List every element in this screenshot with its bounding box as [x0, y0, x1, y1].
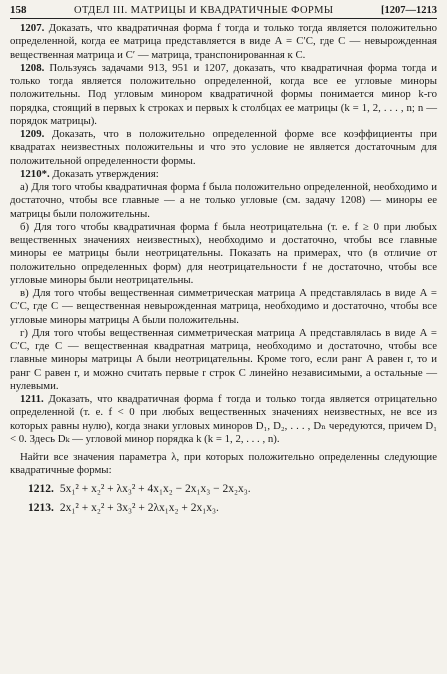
statement-c [10, 287, 437, 327]
problem-number: 1207. [20, 22, 45, 34]
instructions-paragraph [10, 451, 437, 478]
problem-1212 [28, 481, 437, 497]
running-header [10, 4, 437, 19]
problem-range: [1207—1213 [380, 5, 437, 16]
problem-text: Доказать, что квадратичная форма f тогда и только тогда является положительно определенной, когда ее матрица представляется в виде A = C′C, где C — невырожденная вещественная матрица и C′ — матрица, транспонированная к C. [10, 22, 437, 61]
problem-1209 [10, 128, 437, 168]
problem-number: 1213. [28, 501, 54, 514]
problem-number: 1210*. [20, 167, 50, 180]
problem-1207 [10, 22, 437, 62]
formula-expression: 2x₁² + x₂² + 3x₃² + 2λx₁x₂ + 2x₁x₃. [59, 501, 219, 514]
problem-number: 1209. [20, 128, 45, 140]
statement-a [10, 181, 437, 221]
statement-text: в) Для того чтобы вещественная симметрическая матрица A представлялась в виде A = C′C, где C — вещественная невырожденная матрица, необходимо и достаточно, чтобы все угловые миноры матрицы A были положительны. [10, 287, 437, 326]
problem-text: Доказать, что квадратичная форма f тогда и только тогда является отрицательно определенной (т. е. f < 0 при любых вещественных значениях неизвестных, не все из которых равны нулю), когда знаки угловых миноров D₁, D₂, . . . , Dₙ чередуются, причем D₁ < 0. Здесь Dₖ — угловой минор порядка k (k = 1, 2, . . . , n). [10, 393, 437, 445]
formula-expression: 5x₁² + x₂² + λx₃² + 4x₁x₂ − 2x₁x₃ − 2x₂x₃. [59, 482, 251, 495]
problem-1213 [28, 500, 437, 516]
problem-text: Пользуясь задачами 913, 951 и 1207, доказать, что квадратичная форма тогда и только тогда является положительно определенной, когда все ее угловые миноры положительны. Под угловым минором квадратичной формы понимается минор k-го порядка, стоящий в первых k строках и первых k столбцах ее матрицы (k = 1, 2, . . . , n; n — порядок матрицы). [10, 61, 437, 127]
statement-d [10, 327, 437, 393]
instructions-text: Найти все значения параметра λ, при которых положительно определенны следующие квадратичные формы: [10, 451, 437, 477]
problem-text: Доказать утверждения: [52, 167, 159, 180]
statement-text: а) Для того чтобы квадратичная форма f была положительно определенной, необходимо и достаточно, чтобы все главные — а не только угловые (см. задачу 1208) — миноры ее матрицы были положительны. [10, 181, 437, 220]
problem-number: 1211. [20, 393, 44, 405]
statement-text: б) Для того чтобы квадратичная форма f была неотрицательна (т. е. f ≥ 0 при любых вещественных значениях неизвестных), необходимо и достаточно, чтобы все главные миноры ее матрицы были неотрицательны. Показать на примерах, что (в отличие от положительно определенных форм) для неотрицательности f не достаточно, чтобы все угловые миноры были неотрицательны. [10, 220, 437, 286]
section-title: ОТДЕЛ III. МАТРИЦЫ И КВАДРАТИЧНЫЕ ФОРМЫ [74, 5, 334, 16]
problem-number: 1208. [20, 61, 45, 74]
problem-1211 [10, 393, 437, 446]
statement-b [10, 221, 437, 287]
problem-1210 [10, 168, 437, 181]
statement-text: г) Для того чтобы вещественная симметрическая матрица A представлялась в виде A = C′C, где C — вещественная квадратная матрица, необходимо и достаточно, чтобы все главные миноры матрицы A были неотрицательны. Кроме того, если ранг A равен r, то и ранг C равен r, и можно считать первые r строк C линейно независимыми, а остальные — нулевыми. [10, 326, 437, 392]
problem-number: 1212. [28, 482, 54, 495]
problem-1208 [10, 62, 437, 128]
page-number: 158 [10, 4, 27, 16]
problem-text: Доказать, что в положительно определенной форме все коэффициенты при квадратах неизвестных положительны и что это условие не является достаточным для положительной определенности формы. [10, 128, 437, 167]
